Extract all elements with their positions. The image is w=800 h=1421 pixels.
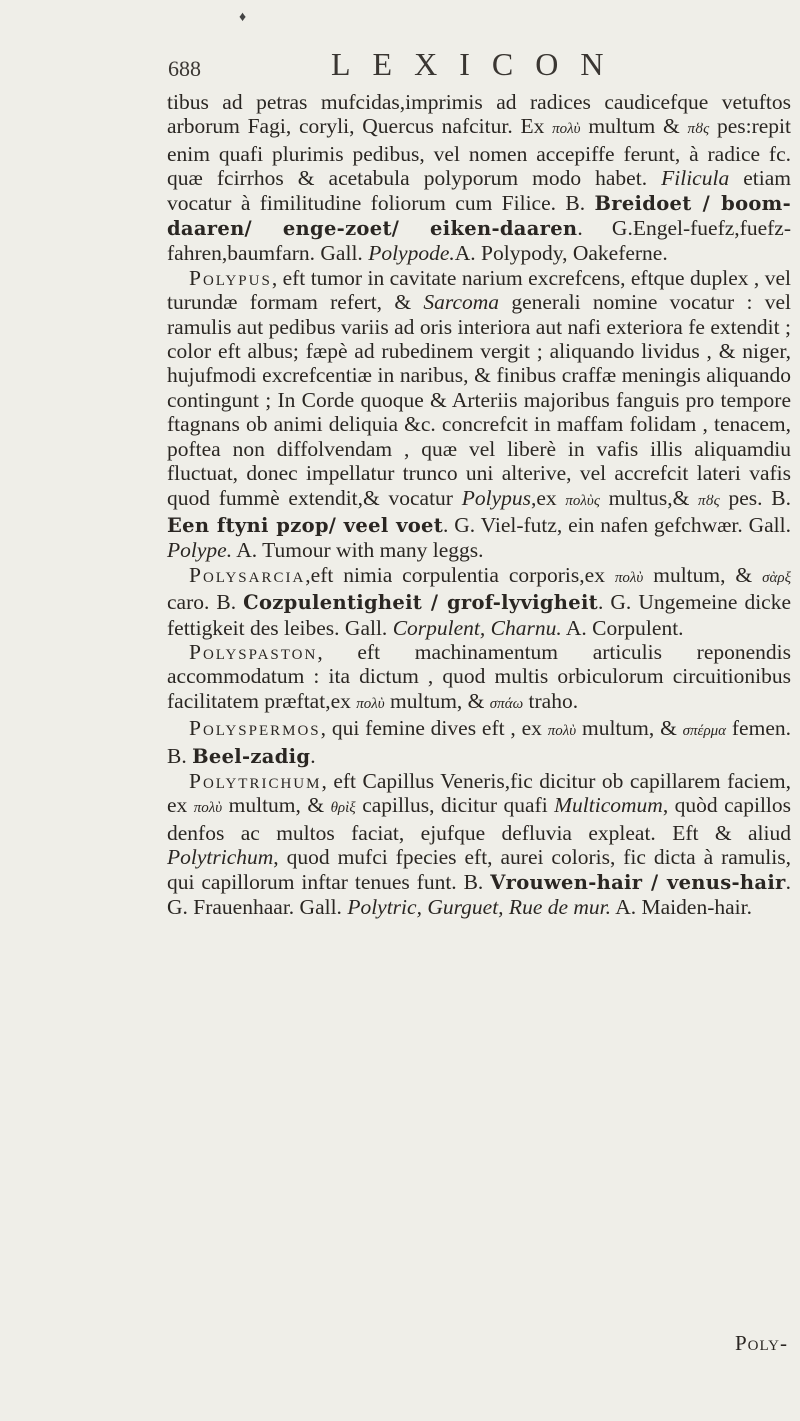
blackletter-dutch: Een ftyni pzop/ veel voet — [167, 513, 444, 537]
entry-text: ,eft nimia corpulentia corporis,ex — [305, 562, 615, 587]
entry-text: femen. B. — [167, 716, 791, 768]
blackletter-dutch: Cozpulentigheit / grof-lyvigheit — [243, 591, 598, 615]
entry-text: , qui femine dives eft , ex — [320, 716, 548, 741]
italic-term: Multicomum — [554, 793, 663, 818]
blackletter-dutch: Beel-zadig — [192, 744, 311, 768]
entry-polysarcia — [167, 563, 791, 640]
greek-word: πολὺ — [614, 569, 644, 586]
entry-text: . G.Engel-fuefz,fuefz-fahren,baumfarn. Gall. — [167, 216, 791, 266]
greek-word: πȣς — [698, 492, 720, 509]
greek-word: πολὺ — [552, 121, 581, 138]
entry-text: A. Tumour with many leggs. — [232, 538, 484, 563]
headword: Polyspaston — [189, 639, 318, 664]
entry-polyspermos — [167, 716, 791, 769]
entry-text: , quod mufci fpecies eft, aurei coloris, fic dicta à ramulis, qui capillorum inftar tenues funt. B. — [167, 845, 791, 894]
entry-text: A. Maiden-hair. — [611, 895, 752, 919]
entry-text: multus,& — [599, 485, 699, 510]
entry-text: pes. B. — [719, 485, 791, 510]
entry-text: . — [310, 743, 316, 768]
entry-text: multum, & — [222, 793, 331, 818]
greek-word: πολὺ — [356, 695, 385, 712]
entry-text: multum & — [580, 114, 688, 139]
headword: Polyspermos — [189, 716, 321, 741]
entry-text: . G. Ungemeine dicke fettigkeit des leibes. Gall. — [167, 590, 791, 640]
greek-word: σπάω — [489, 695, 524, 712]
entry-text: , eft machinamentum articulis reponendis accommodatum : ita dictum , quod multis orbiculorum circuitionibus facilitatem præftat,ex — [167, 639, 791, 713]
running-head: LEXICON — [331, 46, 626, 82]
greek-word: σπέρμα — [682, 723, 727, 740]
headword: Polysarcia — [189, 562, 306, 587]
entry-text: ,ex — [531, 485, 566, 510]
italic-term: Polypus — [461, 485, 531, 510]
entry-text: caro. B. — [167, 590, 244, 615]
greek-word: σὰρξ — [762, 569, 792, 586]
entry-polyspaston — [167, 640, 791, 716]
italic-term: Sarcoma — [423, 290, 500, 315]
catchword: Poly- — [735, 1331, 788, 1355]
italic-term: Corpulent, Charnu. — [392, 615, 562, 640]
entry-text: pes:repit enim quafi plurimis pedibus, vel nomen accepiffe ferunt, à radice fc. quæ fcirrhos & acetabula polyporum modo habet. — [167, 114, 791, 191]
entry-text: generali nomine vocatur : vel ramulis aut pedibus variis ad oris interiora aut nafi exteriora fe extendit ; color eft albus; fæpè ad rubedinem vergit ; aliquando lividus , & niger, hujufmodi excrefcentiæ in naribus, & finibus craffæ meningis aliquando contingunt ; In Corde quoque & Arteriis majoribus fanguis pro tempore ftagnans ob animi deliquia &c. concrefcit in maffam folidam , tenacem, poftea non diffolvendam , quæ vel liberè in vafis illis aliquamdiu fluctuat, donec impellatur trunco uni alterive, vel accrefcit lateri vafis quod fummè extendit,& vocatur — [167, 290, 791, 510]
entry-text: , eft tumor in cavitate narium excrefcens, eftque duplex , vel turundæ formam refert, & — [167, 265, 791, 315]
entry-polytrichum — [167, 769, 791, 919]
headword: Polytrichum — [189, 768, 322, 793]
blackletter-dutch: Vrouwen-hair / venus-hair — [490, 870, 786, 894]
entry-text: multum, & — [384, 688, 490, 713]
greek-word: πολὺς — [565, 492, 600, 509]
page-number: 688 — [168, 56, 201, 81]
dictionary-body — [167, 90, 791, 919]
entry-text: . G. Viel-futz, ein nafen gefchwær. Gall. — [443, 512, 792, 537]
headword: Polypus — [189, 265, 272, 290]
entry-text: , eft Capillus Veneris,fic dicitur ob capillarem faciem, ex — [167, 768, 791, 818]
entry-polypus — [167, 266, 791, 563]
italic-term: Polytric, Gurguet, Rue de mur. — [347, 895, 612, 919]
page-header — [168, 46, 788, 92]
entry-text: multum, & — [576, 716, 683, 741]
entry-text: A. Corpulent. — [561, 615, 684, 640]
entry-text: , quòd capillos denfos ac multos faciat, ejufque defluvia expleat. Eft & aliud — [167, 793, 792, 845]
entry-text: etiam vocatur à fimilitudine foliorum cum Filice. B. — [167, 166, 791, 215]
entry-polypodium-continued — [167, 90, 791, 266]
greek-word: πȣς — [687, 121, 710, 138]
greek-word: πολὺ — [193, 800, 223, 817]
greek-word: θρὶξ — [330, 800, 356, 817]
entry-text: tibus ad petras mufcidas,imprimis ad radices caudicefque vetuftos arborum Fagi, coryli, Quercus nafcitur. Ex — [167, 90, 791, 139]
entry-text: traho. — [523, 688, 579, 713]
italic-term: Polytrichum — [167, 845, 274, 870]
italic-term: Polype. — [167, 538, 233, 563]
printer-mark: ♦ — [239, 10, 247, 25]
blackletter-dutch: Breidoet / boom-daaren/ enge-zoet/ eiken-daaren — [167, 191, 792, 241]
entry-text: multum, & — [643, 562, 763, 587]
entry-text: . G. Frauenhaar. Gall. — [167, 869, 791, 919]
entry-text: A. Polypody, Oakeferne. — [454, 241, 668, 266]
italic-term: Filicula — [661, 166, 730, 191]
greek-word: πολὺ — [547, 723, 577, 740]
italic-term: Polypode. — [368, 241, 455, 266]
entry-text: capillus, dicitur quafi — [355, 793, 555, 818]
